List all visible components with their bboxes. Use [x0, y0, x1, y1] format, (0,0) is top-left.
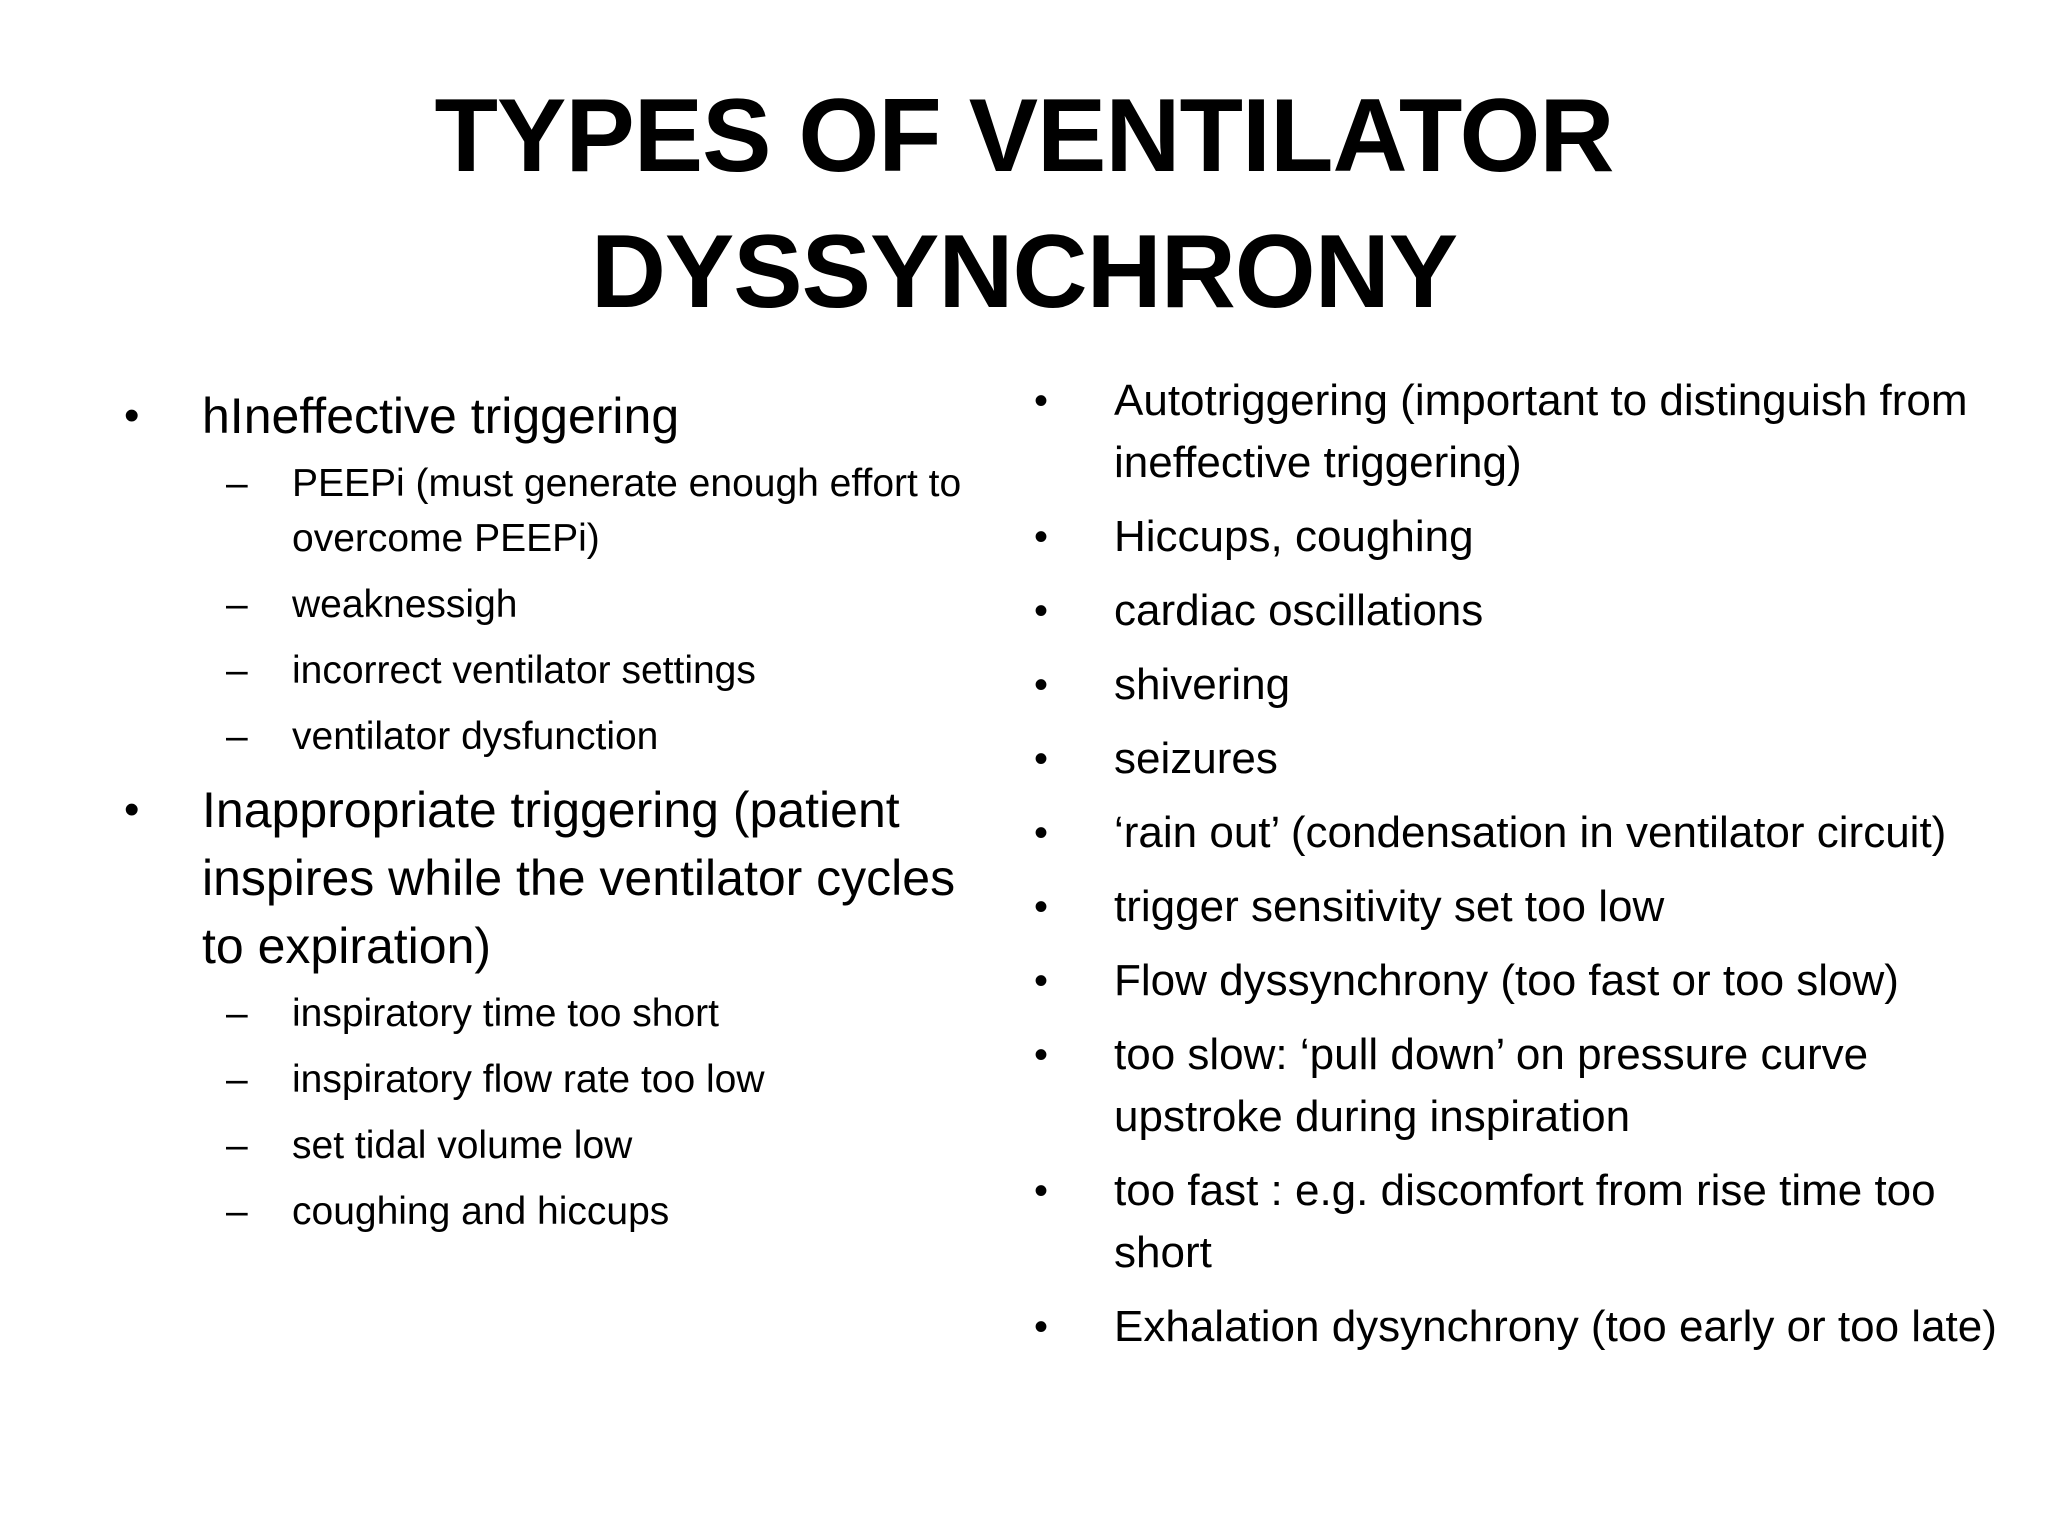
bullet-icon: •	[1034, 379, 1049, 423]
sub-item-text: inspiratory time too short	[292, 992, 720, 1035]
sub-list-item	[118, 577, 978, 632]
sub-item-text: set tidal volume low	[292, 1124, 633, 1167]
left-bullet-list	[118, 382, 978, 1251]
sub-list	[202, 456, 978, 764]
dash-icon: –	[226, 583, 248, 626]
sub-item-text: coughing and hiccups	[292, 1190, 670, 1233]
bullet-text: Flow dyssynchrony (too fast or too slow)	[1114, 956, 1899, 1005]
bullet-text: Autotriggering (important to distinguish from ineffective triggering)	[1114, 376, 1968, 487]
sub-list-item	[118, 643, 978, 698]
bullet-text: shivering	[1114, 660, 1291, 709]
bullet-icon: •	[124, 785, 140, 834]
sub-list-item	[118, 456, 978, 566]
bullet-text: trigger sensitivity set too low	[1114, 882, 1665, 931]
bullet-icon: •	[1034, 589, 1049, 633]
sub-list	[202, 986, 978, 1239]
bullet-text: cardiac oscillations	[1114, 586, 1484, 635]
bullet-text: seizures	[1114, 734, 1278, 783]
list-item	[1030, 506, 2030, 568]
list-item	[1030, 802, 2030, 864]
bullet-icon: •	[1034, 1169, 1049, 1213]
bullet-text: too fast : e.g. discomfort from rise time too short	[1114, 1166, 1936, 1277]
sub-item-text: PEEPi (must generate enough effort to overcome PEEPi)	[292, 462, 962, 560]
list-item	[1030, 1296, 2030, 1358]
list-item	[1030, 370, 2030, 494]
sub-list-item	[118, 1184, 978, 1239]
list-item	[118, 776, 978, 1239]
sub-list-item	[118, 1052, 978, 1107]
sub-item-text: ventilator dysfunction	[292, 715, 659, 758]
slide-title	[0, 68, 2048, 340]
sub-list-item	[118, 709, 978, 764]
sub-item-text: inspiratory flow rate too low	[292, 1058, 765, 1101]
bullet-icon: •	[1034, 1305, 1049, 1349]
title-line-1: TYPES OF VENTILATOR	[434, 78, 1614, 194]
bullet-text: Exhalation dysynchrony (too early or too late)	[1114, 1302, 1997, 1351]
bullet-text: too slow: ‘pull down’ on pressure curve upstroke during inspiration	[1114, 1030, 1869, 1141]
list-item	[1030, 950, 2030, 1012]
sub-list-item	[118, 986, 978, 1041]
list-item	[1030, 876, 2030, 938]
dash-icon: –	[226, 1058, 248, 1101]
bullet-text: Hiccups, coughing	[1114, 512, 1474, 561]
dash-icon: –	[226, 462, 248, 505]
list-item	[1030, 728, 2030, 790]
bullet-icon: •	[1034, 1033, 1049, 1077]
bullet-icon: •	[1034, 737, 1049, 781]
bullet-icon: •	[1034, 959, 1049, 1003]
list-item	[1030, 654, 2030, 716]
dash-icon: –	[226, 992, 248, 1035]
bullet-text: ‘rain out’ (condensation in ventilator circuit)	[1114, 808, 1947, 857]
dash-icon: –	[226, 649, 248, 692]
bullet-icon: •	[124, 391, 140, 440]
sub-list-item	[118, 1118, 978, 1173]
bullet-text: hIneffective triggering	[202, 388, 680, 444]
bullet-icon: •	[1034, 515, 1049, 559]
list-item	[118, 382, 978, 764]
list-item	[1030, 1024, 2030, 1148]
list-item	[1030, 1160, 2030, 1284]
dash-icon: –	[226, 1124, 248, 1167]
bullet-icon: •	[1034, 811, 1049, 855]
list-item	[1030, 580, 2030, 642]
right-bullet-list	[1030, 370, 2030, 1370]
sub-item-text: weaknessigh	[292, 583, 518, 626]
dash-icon: –	[226, 715, 248, 758]
dash-icon: –	[226, 1190, 248, 1233]
bullet-icon: •	[1034, 885, 1049, 929]
bullet-icon: •	[1034, 663, 1049, 707]
bullet-text: Inappropriate triggering (patient inspires while the ventilator cycles to expiration)	[202, 782, 956, 974]
title-line-2: DYSSYNCHRONY	[590, 214, 1458, 330]
sub-item-text: incorrect ventilator settings	[292, 649, 756, 692]
